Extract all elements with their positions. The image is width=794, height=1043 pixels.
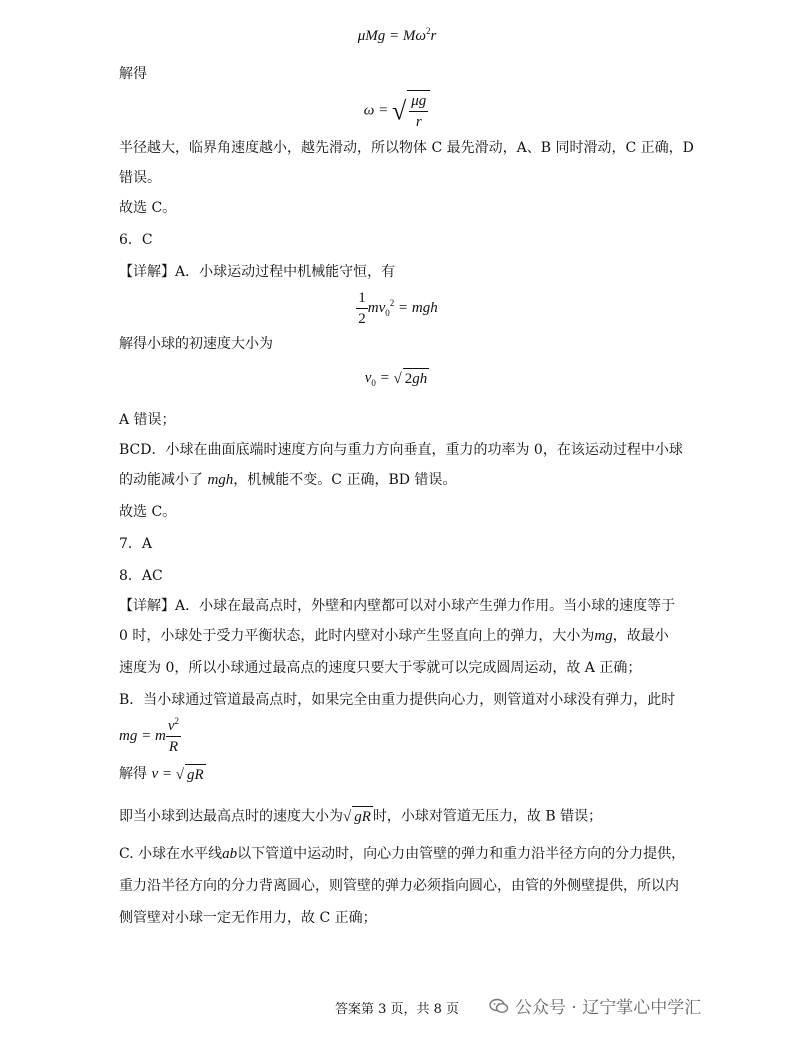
text-part: 的动能减小了 [119, 472, 208, 488]
watermark-text: 公众号 · 辽宁掌心中学汇 [515, 998, 702, 1018]
explanation-6a: 【详解】A．小球运动过程中机械能守恒，有 [119, 264, 396, 280]
explanation-8a: 【详解】A．小球在最高点时，外壁和内壁都可以对小球产生弹力作用。当小球的速度等于 [119, 598, 676, 614]
paragraph: 速度为 0，所以小球通过最高点的速度只要大于零就可以完成圆周运动，故 A 正确； [119, 660, 642, 676]
paragraph [119, 844, 699, 864]
text-part: 以下管道中运动时，向心力由管壁的弹力和重力沿半径方向的分力提供， [237, 846, 686, 862]
paragraph: 解得 v = √ gR [119, 766, 204, 784]
text-jiede: 解得 [119, 66, 147, 82]
math-var: mg [594, 628, 613, 644]
text-part: 解得 [119, 766, 147, 782]
paragraph [119, 626, 699, 646]
equation-critical-omega: ω = √ $\frac{\mu g}{r}$ [0, 90, 794, 130]
paragraph: 错误。 [119, 170, 161, 186]
text-part: ，机械能不变。C 正确，BD 错误。 [233, 472, 457, 488]
watermark [489, 993, 701, 1018]
paragraph: 解得小球的初速度大小为 [119, 336, 273, 352]
paragraph: 故选 C。 [119, 504, 177, 520]
equation-energy-conservation: $\frac{1}{2}$ $mv_0^2$ = mgh [358, 290, 438, 327]
answer-8: 8．AC [119, 568, 163, 584]
paragraph: 半径越大，临界角速度越小，越先滑动，所以物体 C 最先滑动，A、B 同时滑动，C 正确，D [119, 140, 694, 156]
paragraph: A 错误； [119, 412, 176, 428]
text-part: 即当小球到达最高点时的速度大小为 [119, 808, 343, 825]
page-footer: 答案第 3 页，共 8 页 [334, 1002, 460, 1017]
paragraph [119, 470, 699, 490]
equation-initial-velocity: $v_0$ = √ 2gh [364, 370, 428, 388]
math-radicand: gR [354, 809, 371, 825]
answer-6: 6．C [119, 232, 153, 248]
text-part: 时，小球对管道无压力，故 B 错误； [372, 808, 603, 825]
paragraph: 即当小球到达最高点时的速度大小为√ gR 时，小球对管道无压力，故 B 错误； [119, 806, 699, 827]
equation-gravity-centripetal: mg = m $\frac{v^2}{R}$ [119, 716, 179, 755]
math-var: ab [222, 846, 238, 862]
text-part: C. 小球在水平线 [119, 846, 223, 862]
paragraph: BCD．小球在曲面底端时速度方向与重力方向垂直，重力的功率为 0，在该运动过程中小球 [119, 442, 683, 458]
answer-7: 7．A [119, 536, 153, 552]
paragraph: B．当小球通过管道最高点时，如果完全由重力提供向心力，则管道对小球没有弹力，此时 [119, 692, 676, 708]
paragraph: 故选 C。 [119, 200, 177, 216]
math-var: mgh [207, 472, 234, 488]
equation-friction-centripetal: $\mu Mg = M\omega^2r$ [357, 26, 437, 44]
paragraph: 侧管壁对小球一定无作用力，故 C 正确； [119, 910, 377, 926]
wechat-icon [489, 998, 509, 1014]
text-part: ，故最小 [612, 628, 669, 644]
paragraph: 重力沿半径方向的分力背离圆心，则管壁的弹力必须指向圆心，由管的外侧壁提供，所以内 [119, 878, 679, 894]
text-part: 0 时，小球处于受力平衡状态，此时内壁对小球产生竖直向上的弹力，大小为 [119, 628, 595, 644]
